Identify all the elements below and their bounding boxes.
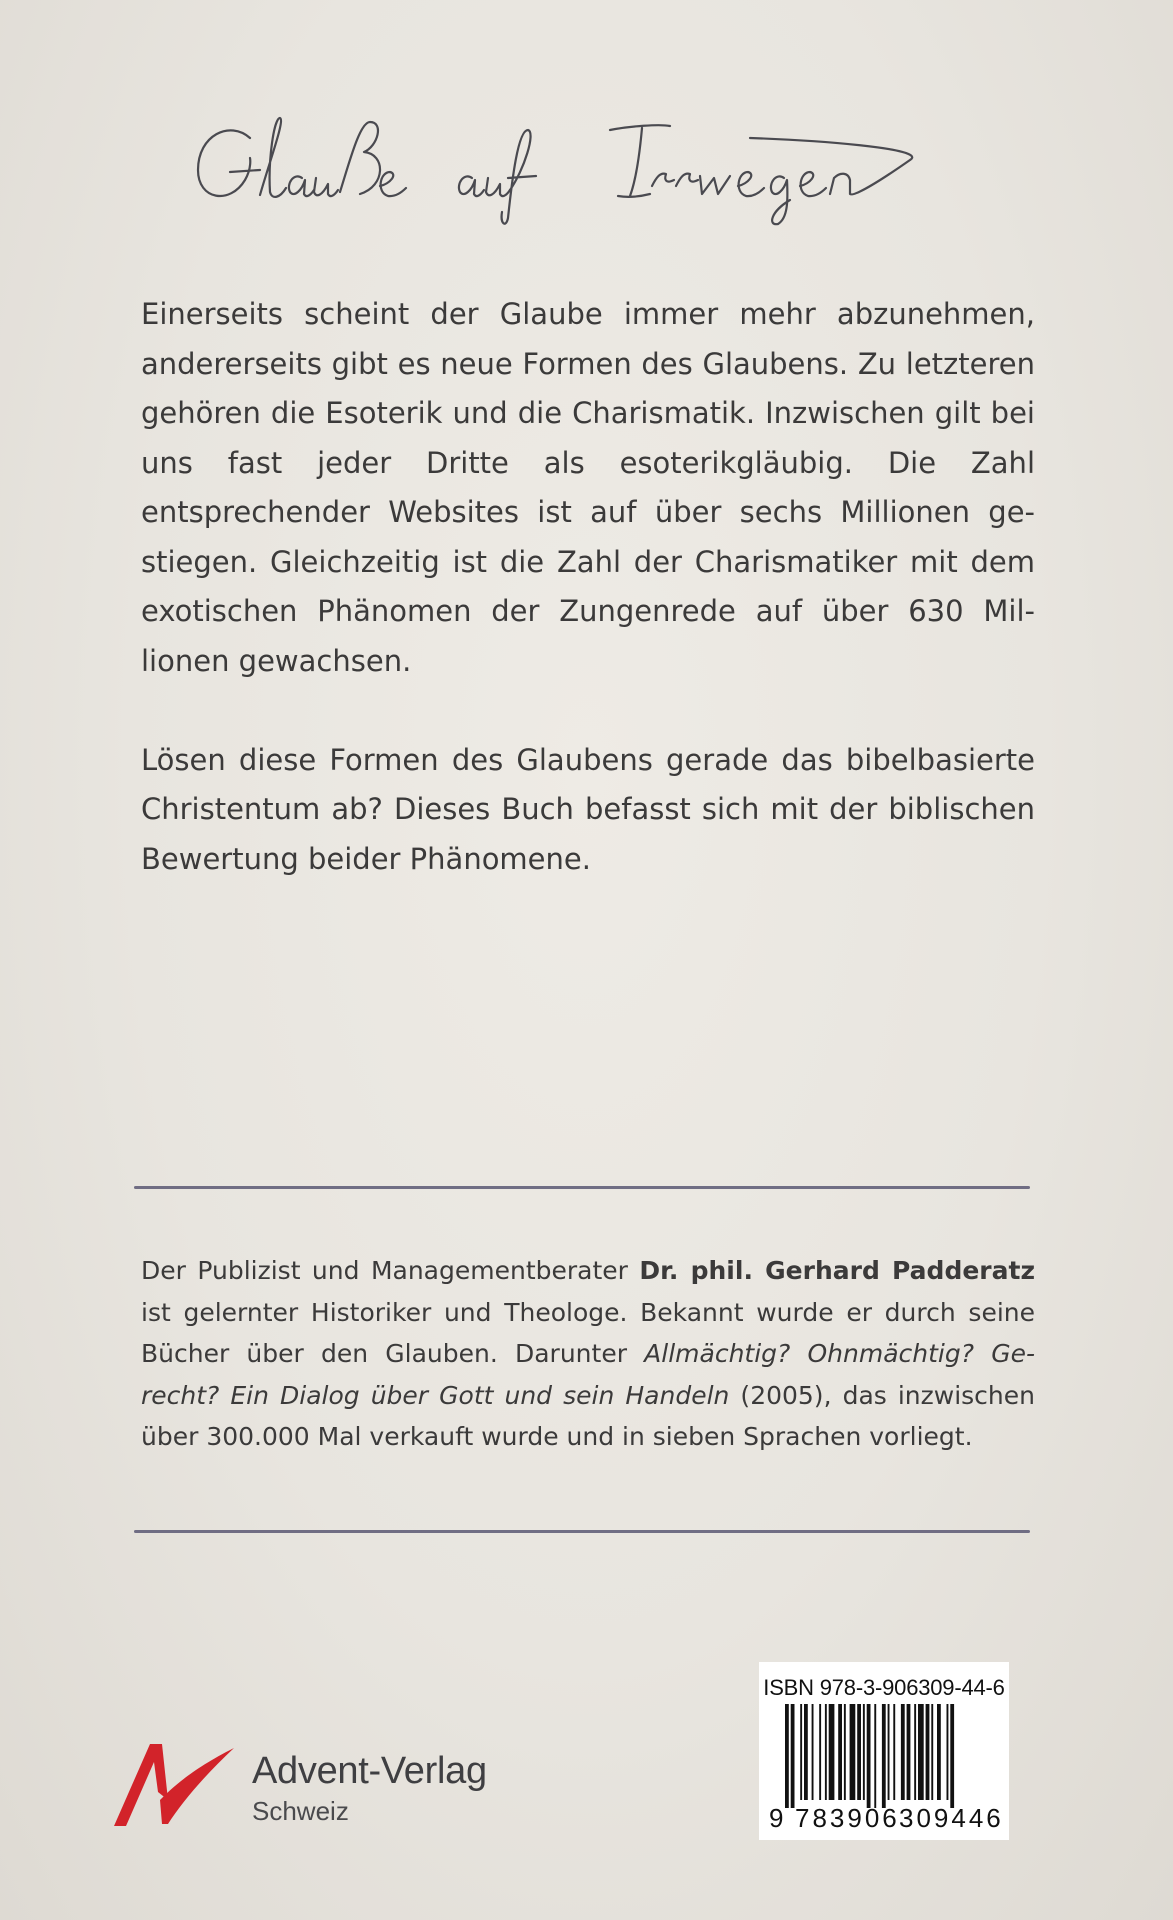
- barcode-bar: [863, 1704, 865, 1800]
- barcode-bar: [947, 1704, 949, 1800]
- barcode-bar: [838, 1704, 842, 1800]
- barcode-bar: [825, 1704, 827, 1800]
- barcode-bar: [893, 1704, 895, 1800]
- publisher-sub: Schweiz: [252, 1796, 349, 1826]
- barcode-bar: [819, 1704, 821, 1800]
- publisher-logo: [110, 1740, 530, 1830]
- barcode-digits-left: 783906: [795, 1803, 900, 1833]
- barcode-bar: [844, 1704, 846, 1800]
- script-title: [190, 100, 1010, 230]
- isbn-text: ISBN 978-3-906309-44-6: [763, 1675, 1005, 1700]
- divider-top: [134, 1186, 1030, 1189]
- barcode-bar: [857, 1704, 861, 1800]
- author-bio-end: (2005), das inzwischen über 300.000 Mal verkauft wurde und in sieben Sprachen vorliegt.: [141, 1380, 1035, 1451]
- book-title: Allmächtig? Ohnmächtig? Gerecht? Ein Dialog über Gott und sein Handeln: [141, 1339, 1035, 1410]
- barcode-bar: [926, 1704, 930, 1800]
- barcode-bar: [785, 1704, 789, 1808]
- barcode-bar: [791, 1704, 795, 1808]
- blurb: [141, 290, 1035, 884]
- barcode-bar: [901, 1704, 905, 1800]
- author-bio-middle: ist gelernter Historiker und Theologe. Bekannt wurde er durch seine Bücher über den Glauben. Darunter: [141, 1297, 1035, 1368]
- publisher-name: Advent-Verlag: [252, 1750, 487, 1792]
- barcode-digits-right: 309446: [899, 1803, 1004, 1833]
- barcode-bar: [812, 1704, 814, 1800]
- barcode-bar: [800, 1704, 802, 1800]
- author-bio-intro: Der Publizist und Managementberater: [141, 1256, 640, 1285]
- blurb-paragraph-1: Einerseits scheint der Glaube immer mehr abzunehmen, andererseits gibt es neue Formen des Glaubens. Zu letzteren gehören die Esoterik und die Charismatik. Inzwischen gilt bei uns fast jeder Dritte als esoterikgläubig. Die Zahl entsprechender Websites ist auf über sechs Millionen gestiegen. Gleichzeitig ist die Zahl der Charismatiker mit dem exotischen Phänomen der Zungenrede auf über 630 Millionen gewachsen.: [141, 297, 1035, 678]
- barcode-bar: [931, 1704, 933, 1800]
- blurb-paragraph-2: Lösen diese Formen des Glaubens gerade das bibelbasierte Christentum ab? Dieses Buch befasst sich mit der biblischen Bewertung beider Phänomene.: [141, 742, 1035, 876]
- barcode-bars: [771, 1704, 1001, 1816]
- barcode-bar: [867, 1704, 871, 1808]
- author-bio: [141, 1250, 1035, 1458]
- barcode-bar: [907, 1704, 911, 1800]
- barcode-bar: [937, 1704, 941, 1800]
- barcode-bar: [950, 1704, 954, 1808]
- barcode-bar: [918, 1704, 924, 1800]
- barcode-bar: [829, 1704, 835, 1800]
- script-title-lettering: [190, 100, 1010, 230]
- author-name: Dr. phil. Gerhard Padderatz: [639, 1256, 1036, 1285]
- barcode-digit-lead: 9: [769, 1803, 784, 1833]
- barcode-bar: [874, 1704, 876, 1808]
- barcode-bar: [888, 1704, 890, 1800]
- barcode-bar: [882, 1704, 886, 1808]
- divider-bottom: [134, 1530, 1030, 1533]
- barcode-bar: [850, 1704, 856, 1800]
- barcode-bar: [914, 1704, 916, 1800]
- barcode: [759, 1662, 1009, 1840]
- advent-logo-mark-icon: [110, 1740, 240, 1830]
- barcode-bar: [804, 1704, 808, 1800]
